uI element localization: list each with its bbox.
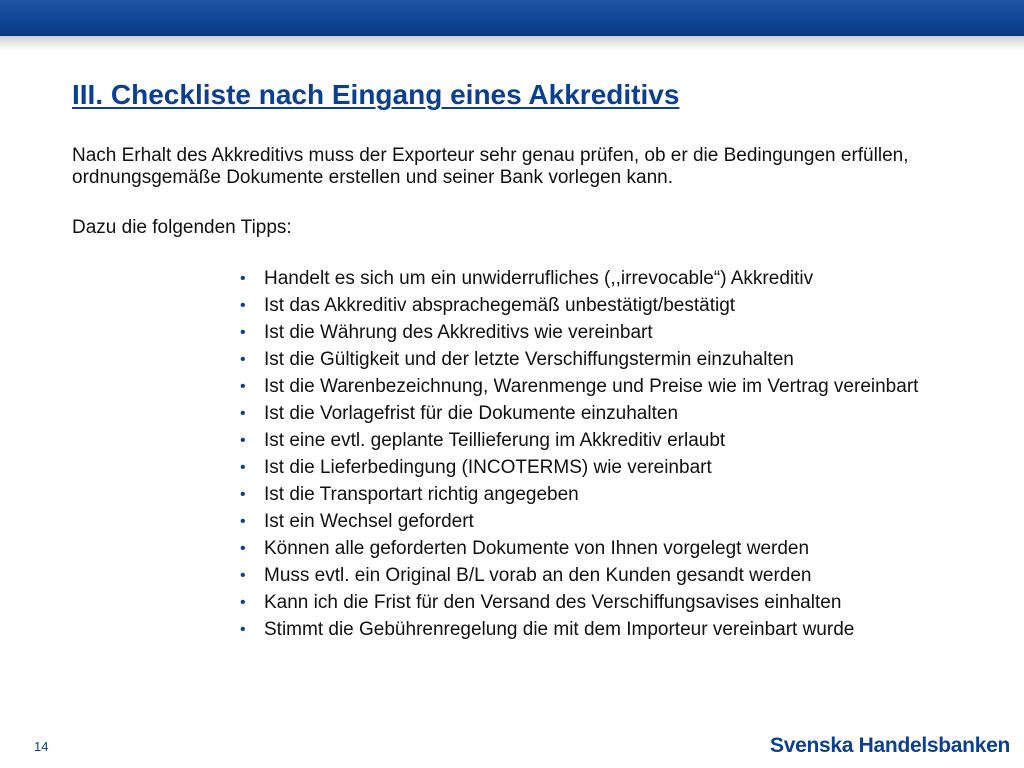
tip-item [240, 593, 980, 613]
tip-text: Handelt es sich um ein unwiderrufliches (,,irrevocable“) Akkreditiv [264, 268, 814, 289]
bullet-icon: • [240, 351, 246, 368]
tip-item [240, 269, 980, 289]
tip-item [240, 404, 980, 424]
bullet-icon: • [240, 621, 246, 638]
tip-item [240, 485, 980, 505]
bullet-icon: • [240, 459, 246, 476]
tip-item [240, 377, 980, 397]
tip-item [240, 566, 980, 586]
bullet-icon: • [240, 540, 246, 557]
bullet-icon: • [240, 513, 246, 530]
tip-text: Stimmt die Gebührenregelung die mit dem Importeur vereinbart wurde [264, 619, 855, 640]
bullet-icon: • [240, 432, 246, 449]
tip-text: Ist ein Wechsel gefordert [264, 511, 474, 532]
tip-item [240, 620, 980, 640]
bullet-icon: • [240, 270, 246, 287]
bullet-icon: • [240, 297, 246, 314]
tip-text: Können alle geforderten Dokumente von Ihnen vorgelegt werden [264, 538, 810, 559]
tip-item [240, 431, 980, 451]
tip-text: Kann ich die Frist für den Versand des Verschiffungsavises einhalten [264, 592, 842, 613]
bullet-icon: • [240, 594, 246, 611]
tip-item [240, 323, 980, 343]
tip-text: Ist das Akkreditiv absprachegemäß unbestätigt/bestätigt [264, 295, 736, 316]
tip-item [240, 350, 980, 370]
tips-intro: Dazu die folgenden Tipps: [72, 217, 292, 238]
tip-item [240, 458, 980, 478]
bullet-icon: • [240, 486, 246, 503]
tip-text: Ist die Währung des Akkreditivs wie vereinbart [264, 322, 653, 343]
brand-logo: Svenska Handelsbanken [770, 734, 1010, 757]
intro-paragraph: Nach Erhalt des Akkreditivs muss der Exporteur sehr genau prüfen, ob er die Bedingungen erfüllen, ordnungsgemäße Dokumente erstellen und seiner Bank vorlegen kann. [72, 145, 909, 188]
bullet-icon: • [240, 405, 246, 422]
header-shadow [0, 36, 1024, 50]
tip-text: Ist die Lieferbedingung (INCOTERMS) wie vereinbart [264, 457, 712, 478]
tip-text: Muss evtl. ein Original B/L vorab an den Kunden gesandt werden [264, 565, 812, 586]
slide-title: III. Checkliste nach Eingang eines Akkreditivs [72, 79, 680, 110]
tip-text: Ist die Vorlagefrist für die Dokumente einzuhalten [264, 403, 679, 424]
page-number: 14 [34, 739, 49, 754]
tip-text: Ist eine evtl. geplante Teillieferung im Akkreditiv erlaubt [264, 430, 726, 451]
bullet-icon: • [240, 567, 246, 584]
bullet-icon: • [240, 324, 246, 341]
top-header-bar [0, 0, 1024, 36]
bullet-icon: • [240, 378, 246, 395]
tips-list [240, 269, 980, 647]
tip-item [240, 296, 980, 316]
tip-text: Ist die Gültigkeit und der letzte Verschiffungstermin einzuhalten [264, 349, 794, 370]
tip-item [240, 539, 980, 559]
tip-text: Ist die Transportart richtig angegeben [264, 484, 579, 505]
tip-text: Ist die Warenbezeichnung, Warenmenge und Preise wie im Vertrag vereinbart [264, 376, 919, 397]
tip-item [240, 512, 980, 532]
